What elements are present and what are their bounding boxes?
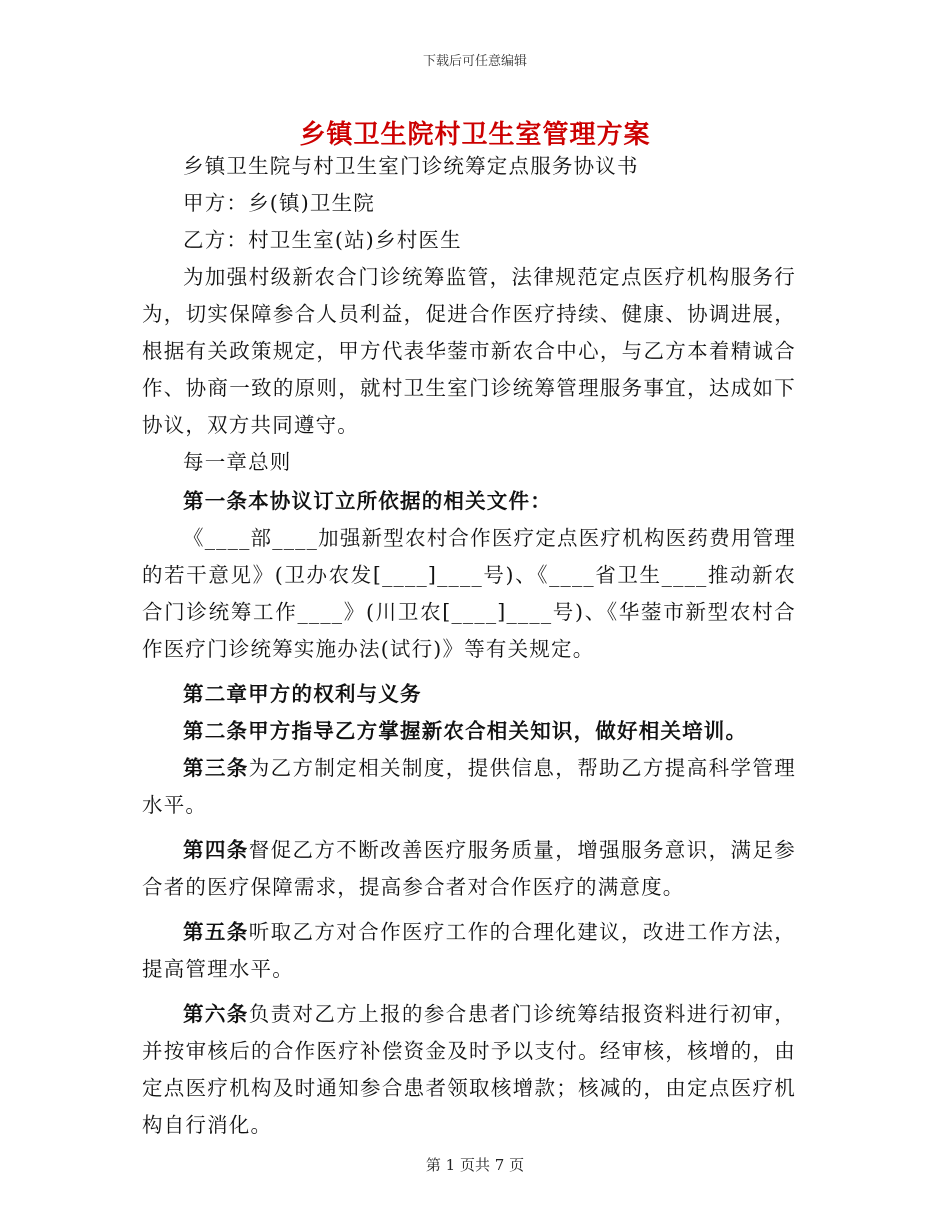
article-6 [142,996,796,1144]
article-2: 第二条甲方指导乙方掌握新农合相关知识，做好相关培训。 [183,719,748,743]
article-6-text: 负责对乙方上报的参合患者门诊统筹结报资料进行初审，并按审核后的合作医疗补偿资金及时予以支付。经审核，核增的，由定点医疗机构及时通知参合患者领取核增款；核减的，由定点医疗机构自行消化。 [142,1002,796,1137]
article-5 [142,914,796,988]
article-4-lead: 第四条 [183,838,249,862]
article-4-text: 督促乙方不断改善医疗服务质量，增强服务意识，满足参合者的医疗保障需求，提高参合者对合作医疗的满意度。 [142,838,796,899]
document-body [142,148,796,1144]
article-5-text: 听取乙方对合作医疗工作的合理化建议，改进工作方法，提高管理水平。 [142,920,796,981]
party-b: 乙方：村卫生室(站)乡村医生 [183,228,462,252]
document-title: 乡镇卫生院村卫生室管理方案 [299,120,651,150]
article-1-heading: 第一条本协议订立所依据的相关文件： [183,489,552,513]
article-3-lead: 第三条 [183,756,249,780]
article-5-lead: 第五条 [183,920,249,944]
party-a: 甲方：乡(镇)卫生院 [183,191,375,215]
article-3-text: 为乙方制定相关制度，提供信息，帮助乙方提高科学管理水平。 [142,756,796,817]
article-4 [142,832,796,906]
chapter-heading-general: 每一章总则 [183,450,292,474]
agreement-name: 乡镇卫生院与村卫生室门诊统筹定点服务协议书 [183,154,639,178]
preamble-paragraph: 为加强村级新农合门诊统筹监管，法律规范定点医疗机构服务行为，切实保障参合人员利益，促进合作医疗持续、健康、协调进展，根据有关政策规定，甲方代表华蓥市新农合中心，与乙方本着精诚合作、协商一致的原则，就村卫生室门诊统筹管理服务事宜，达成如下协议，双方共同遵守。 [142,265,796,437]
article-1-body: 《____部____加强新型农村合作医疗定点医疗机构医药费用管理的若干意见》(卫办农发[____]____号)、《____省卫生____推动新农合门诊统筹工作____》(川卫农[____]____号)、《华蓥市新型农村合作医疗门诊统筹实施办法(试行)》等有关规定。 [142,526,796,661]
chapter-heading-party-a: 第二章甲方的权利与义务 [183,682,422,706]
page-number: 第 1 页共 7 页 [425,1156,525,1174]
article-3 [142,750,796,824]
article-6-lead: 第六条 [183,1002,249,1026]
header-note: 下载后可任意编辑 [422,54,527,69]
